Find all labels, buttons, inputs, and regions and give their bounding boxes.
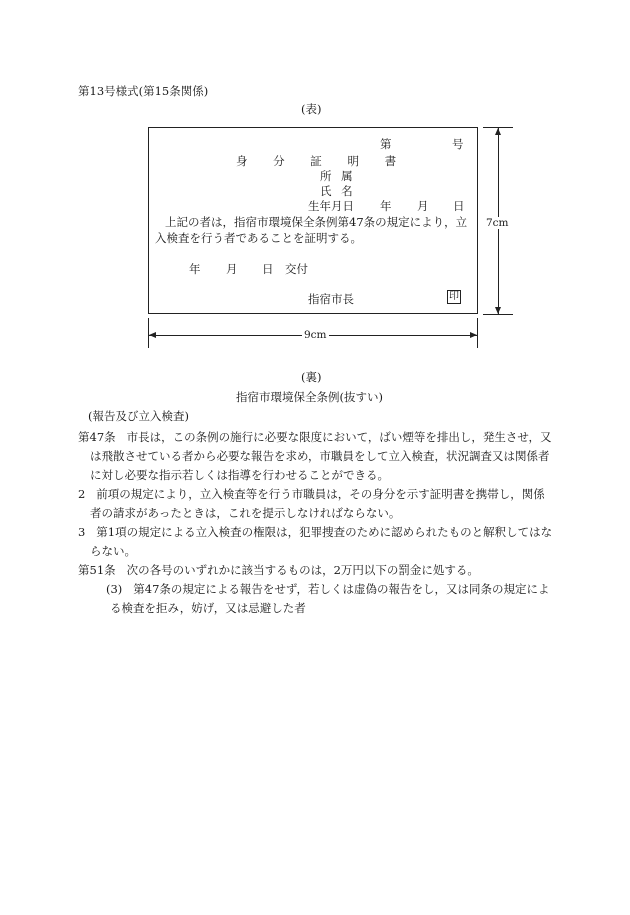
issue-month: 月	[226, 262, 238, 276]
paragraph-2-number: 2	[78, 487, 86, 501]
article-47	[78, 428, 553, 485]
number-suffix: 号	[452, 137, 464, 151]
article-51-item-3	[96, 580, 553, 618]
paragraph-3-text: 第1項の規定による立入検査の権限は，犯罪捜査のために認められたものと解釈してはならない。	[90, 525, 553, 558]
arrow-up-icon	[495, 128, 501, 135]
birthdate-month: 月	[417, 199, 429, 213]
card-title: 身 分 証 明 書	[236, 154, 397, 168]
height-extension-bottom	[483, 314, 513, 315]
issue-day: 日	[262, 262, 274, 276]
name-label: 氏 名	[320, 184, 353, 198]
width-label: 9cm	[304, 329, 327, 341]
paragraph-2-text: 前項の規定により，立入検査等を行う市職員は，その身分を示す証明書を携帯し，関係者の請求があったときは，これを提示しなければならない。	[90, 487, 545, 520]
statement-line-2: 入検査を行う者であることを証明する。	[155, 231, 362, 245]
statement-line-1: 上記の者は，指宿市環境保全条例第47条の規定により，立	[165, 215, 468, 229]
affiliation-label: 所 属	[320, 169, 353, 183]
birthdate-day: 日	[453, 199, 465, 213]
issue-year: 年	[189, 262, 201, 276]
birthdate-year: 年	[380, 199, 392, 213]
paragraph-3-number: 3	[78, 525, 86, 539]
height-label: 7cm	[486, 217, 509, 229]
issue-label: 交付	[285, 262, 308, 276]
item-3-text: 第47条の規定による報告をせず，若しくは虚偽の報告をし，又は同条の規定による検査を拒み，妨げ，又は忌避した者	[110, 582, 550, 615]
article-47-number: 第47条	[78, 430, 116, 444]
arrow-down-icon	[495, 307, 501, 314]
number-label: 第	[380, 137, 392, 151]
article-51-text: 次の各号のいずれかに該当するものは，2万円以下の罰金に処する。	[126, 563, 479, 577]
issuer: 指宿市長	[308, 292, 354, 306]
width-extension-right	[477, 318, 478, 348]
article-51	[78, 561, 553, 580]
form-title: 第13号様式(第15条関係)	[78, 84, 209, 98]
birthdate-label: 生年月日	[308, 199, 354, 213]
article-47-paragraph-3	[78, 523, 553, 561]
front-side-label: (表)	[301, 102, 322, 116]
article-47-paragraph-2	[78, 485, 553, 523]
item-3-number: (3)	[106, 582, 123, 596]
article-47-text: 市長は，この条例の施行に必要な限度において，ばい煙等を排出し，発生させ，又は飛散させている者から必要な報告を求め，市職員をして立入検査，状況調査又は関係者に対し必要な指示若しくは指導を行わせることができる。	[90, 430, 552, 482]
ordinance-title: 指宿市環境保全条例(抜すい)	[236, 390, 383, 404]
article-51-number: 第51条	[78, 563, 116, 577]
seal-stamp: 印	[449, 291, 459, 302]
back-side-label: (裏)	[301, 370, 322, 384]
section-caption: (報告及び立入検査)	[88, 409, 189, 423]
arrow-left-icon	[149, 332, 156, 338]
arrow-right-icon	[470, 332, 477, 338]
